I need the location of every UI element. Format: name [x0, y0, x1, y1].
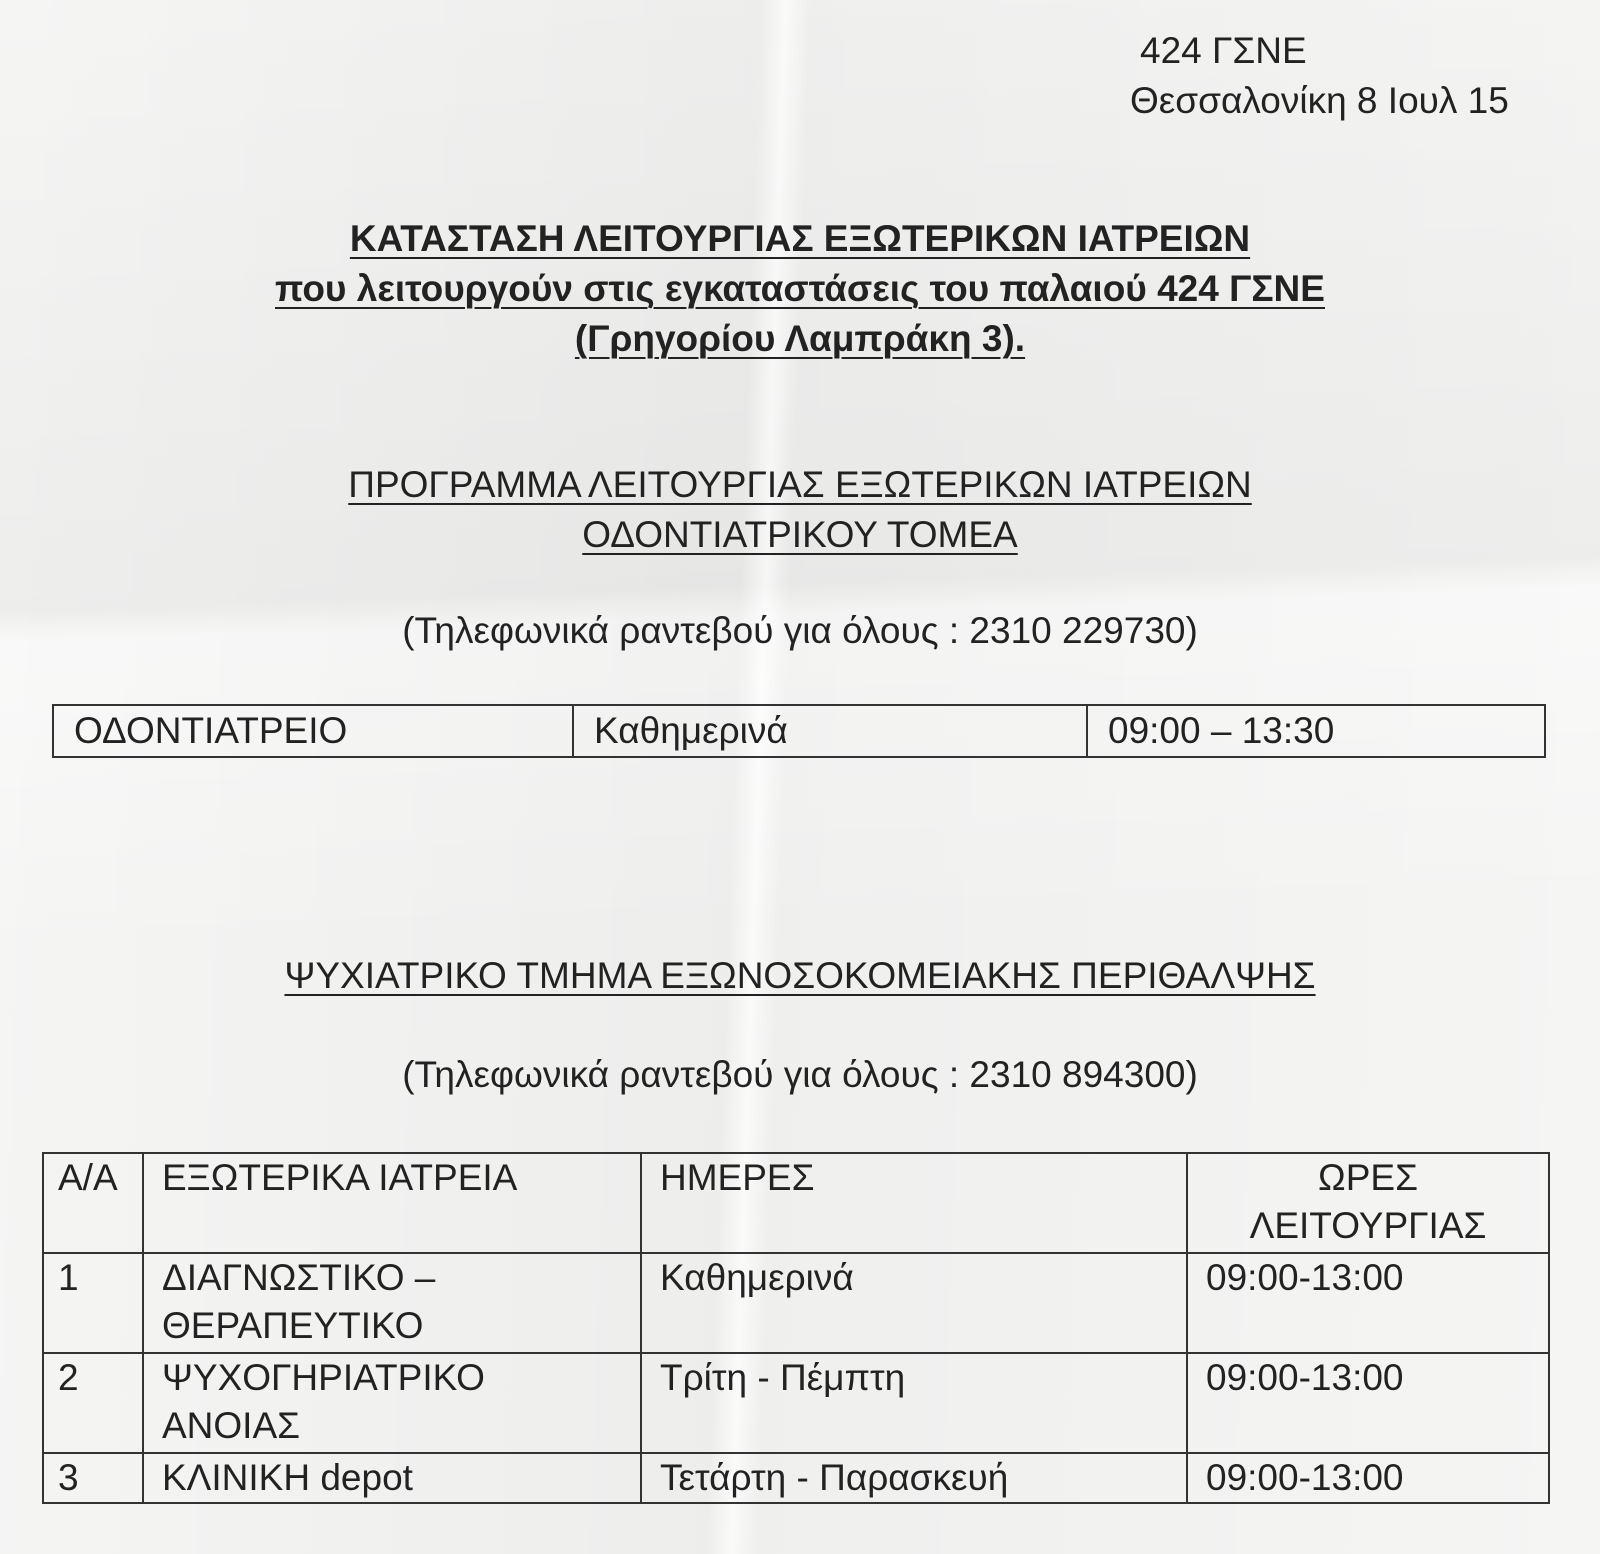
column-header-hours-line-1: ΩΡΕΣ: [1318, 1157, 1418, 1198]
row-hours-cell: 09:00-13:00: [1187, 1353, 1549, 1453]
column-header-hours-line-2: ΛΕΙΤΟΥΡΓΙΑΣ: [1249, 1205, 1487, 1246]
dental-schedule-table: [52, 704, 1546, 758]
table-row: [43, 1253, 1549, 1353]
row-clinic-cell: [143, 1353, 641, 1453]
document-title-line-2: που λειτουργούν στις εγκαταστάσεις του παλαιού 424 ΓΣΝΕ: [275, 268, 1325, 309]
column-header-aa: Α/Α: [43, 1153, 143, 1253]
row-aa-cell: 1: [43, 1253, 143, 1353]
dental-phone-note: (Τηλεφωνικά ραντεβού για όλους : 2310 229730): [402, 610, 1198, 651]
dental-days-cell: Καθημερινά: [573, 705, 1087, 757]
dental-clinic-cell: ΟΔΟΝΤΙΑΤΡΕΙΟ: [53, 705, 573, 757]
header-unit: 424 ΓΣΝΕ: [1140, 30, 1307, 71]
psych-heading: ΨΥΧΙΑΤΡΙΚΟ ΤΜΗΜΑ ΕΞΩΝΟΣΟΚΟΜΕΙΑΚΗΣ ΠΕΡΙΘΑΛΨΗΣ: [284, 955, 1316, 996]
dental-heading-line-1: ΠΡΟΓΡΑΜΜΑ ΛΕΙΤΟΥΡΓΙΑΣ ΕΞΩΤΕΡΙΚΩΝ ΙΑΤΡΕΙΩΝ: [348, 464, 1252, 505]
dental-hours-cell: 09:00 – 13:30: [1087, 705, 1545, 757]
header-place-date: Θεσσαλονίκη 8 Ιουλ 15: [1130, 80, 1509, 121]
table-row: [43, 1353, 1549, 1453]
table-row: [53, 705, 1545, 757]
row-days-cell: Καθημερινά: [641, 1253, 1187, 1353]
column-header-days: ΗΜΕΡΕΣ: [641, 1153, 1187, 1253]
row-hours-cell: 09:00-13:00: [1187, 1453, 1549, 1503]
column-header-hours: [1187, 1153, 1549, 1253]
row-aa-cell: 2: [43, 1353, 143, 1453]
row-clinic-line-2: ΘΕΡΑΠΕΥΤΙΚΟ: [162, 1305, 424, 1346]
row-clinic-line-1: ΔΙΑΓΝΩΣΤΙΚΟ –: [162, 1257, 436, 1298]
row-hours-cell: 09:00-13:00: [1187, 1253, 1549, 1353]
column-header-clinic: ΕΞΩΤΕΡΙΚΑ ΙΑΤΡΕΙΑ: [143, 1153, 641, 1253]
document-title-line-3: (Γρηγορίου Λαμπράκη 3).: [574, 318, 1026, 359]
row-clinic-line-2: ΑΝΟΙΑΣ: [162, 1405, 301, 1446]
row-clinic-cell: ΚΛΙΝΙΚΗ depot: [143, 1453, 641, 1503]
row-clinic-cell: [143, 1253, 641, 1353]
table-row: [43, 1453, 1549, 1503]
row-aa-cell: 3: [43, 1453, 143, 1503]
dental-heading-line-2: ΟΔΟΝΤΙΑΤΡΙΚΟΥ ΤΟΜΕΑ: [582, 514, 1018, 555]
row-clinic-line-1: ΨΥΧΟΓΗΡΙΑΤΡΙΚΟ: [162, 1357, 485, 1398]
table-header-row: [43, 1153, 1549, 1253]
psych-schedule-table: [42, 1152, 1550, 1504]
document-title-line-1: ΚΑΤΑΣΤΑΣΗ ΛΕΙΤΟΥΡΓΙΑΣ ΕΞΩΤΕΡΙΚΩΝ ΙΑΤΡΕΙΩΝ: [349, 218, 1251, 259]
row-days-cell: Τετάρτη - Παρασκευή: [641, 1453, 1187, 1503]
psych-phone-note: (Τηλεφωνικά ραντεβού για όλους : 2310 894300): [402, 1054, 1198, 1095]
row-days-cell: Τρίτη - Πέμπτη: [641, 1353, 1187, 1453]
